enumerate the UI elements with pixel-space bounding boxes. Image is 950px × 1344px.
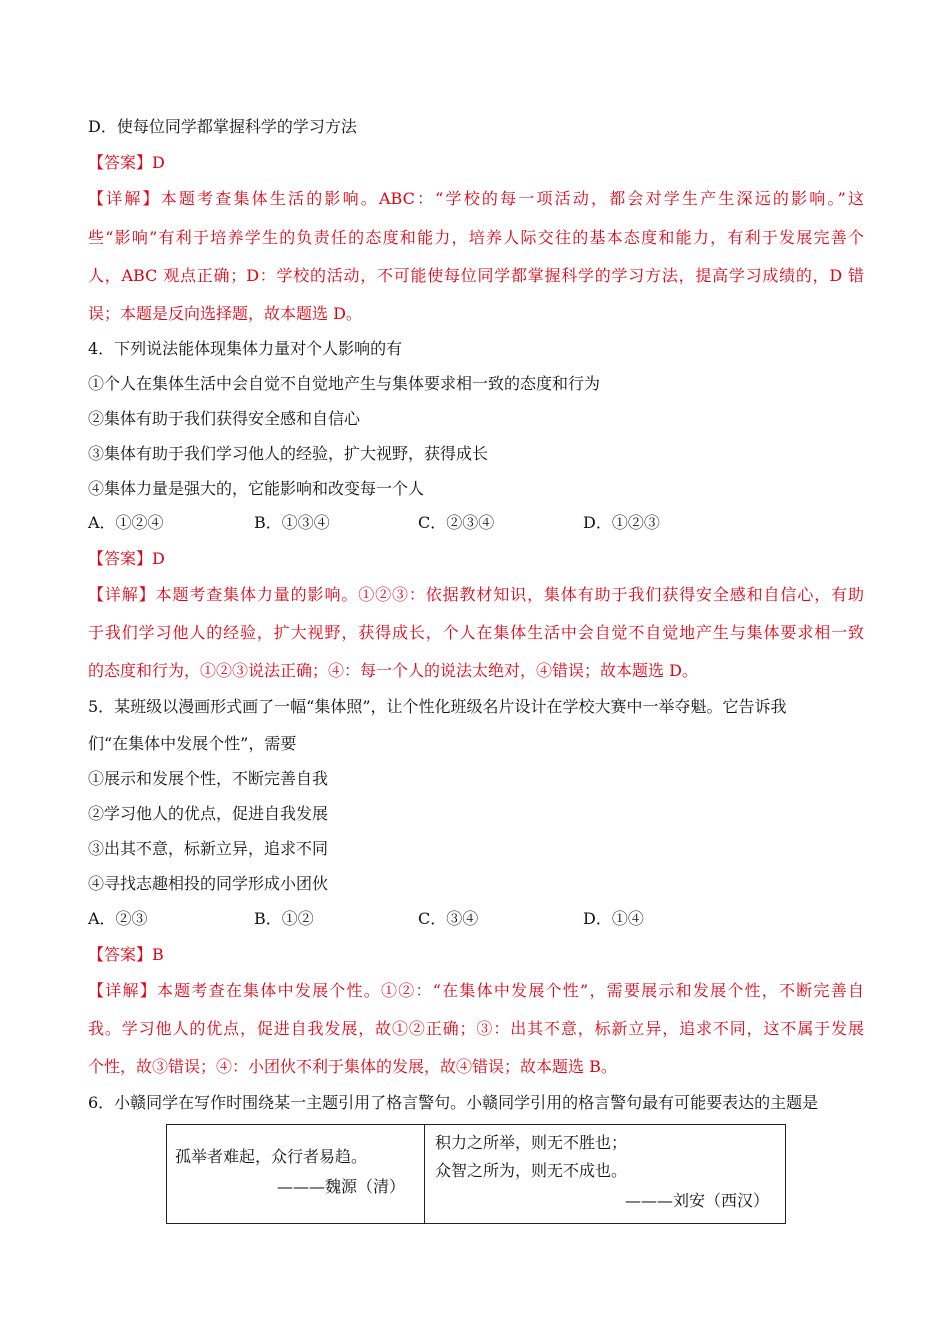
q5-item: ④寻找志趣相投的同学形成小团伙 [88,874,329,893]
quote-text: 积力之所举，则无不胜也； [435,1133,628,1152]
q3-answer: 【答案】D [88,153,165,172]
q4-option-c: C．②③④ [418,513,495,532]
quote-cell-left [167,1125,425,1224]
q4-item: ④集体力量是强大的，它能影响和改变每一个人 [88,479,425,498]
q5-detail-line: 我。学习他人的优点，促进自我发展，故①②正确；③：出其不意，标新立异，追求不同，这不属于发展 [88,1019,864,1038]
q5-detail-line: 个性，故③错误；④：小团伙不利于集体的发展，故④错误；故本题选 B。 [88,1057,617,1076]
q4-item: ②集体有助于我们获得安全感和自信心 [88,409,361,428]
q4-answer: 【答案】D [88,549,165,568]
quote-cell-right [425,1125,786,1224]
q5-option-d: D．①④ [583,909,644,928]
q5-option-b: B．①② [254,909,314,928]
q4-option-d: D．①②③ [583,513,660,532]
q3-option-d: D．使每位同学都掌握科学的学习方法 [88,117,357,136]
q4-detail-line: 于我们学习他人的经验，扩大视野，获得成长，个人在集体生活中会自觉不自觉地产生与集体要求相一致 [88,623,864,642]
q4-item: ③集体有助于我们学习他人的经验，扩大视野，获得成长 [88,444,489,463]
q5-option-a: A．②③ [88,909,148,928]
q4-stem: 4．下列说法能体现集体力量对个人影响的有 [88,339,403,358]
q3-detail-line: 些“影响”有利于培养学生的负责任的态度和能力，培养人际交往的基本态度和能力，有利于发展完善个 [88,228,864,247]
quote-source: ———魏源（清） [277,1177,406,1196]
quote-text: 孤举者难起，众行者易趋。 [175,1147,368,1166]
q4-detail-line: 的态度和行为，①②③说法正确；④：每一个人的说法太绝对，④错误；故本题选 D。 [88,661,698,680]
q3-detail-line: 【详解】本题考查集体生活的影响。ABC：“学校的每一项活动，都会对学生产生深远的影响。”这 [88,189,864,208]
q5-stem-line: 们“在集体中发展个性”，需要 [88,734,297,753]
q5-item: ②学习他人的优点，促进自我发展 [88,804,329,823]
q5-stem-line: 5．某班级以漫画形式画了一幅“集体照”，让个性化班级名片设计在学校大赛中一举夺魁。它告诉我 [88,697,787,716]
quote-text: 众智之所为，则无不成也。 [435,1161,628,1180]
q4-item: ①个人在集体生活中会自觉不自觉地产生与集体要求相一致的态度和行为 [88,374,601,393]
q3-detail-line: 误；本题是反向选择题，故本题选 D。 [88,304,362,323]
q5-detail-line: 【详解】本题考查在集体中发展个性。①②：“在集体中发展个性”，需要展示和发展个性，不断完善自 [88,981,864,1000]
q6-stem: 6．小赣同学在写作时围绕某一主题引用了格言警句。小赣同学引用的格言警句最有可能要表达的主题是 [88,1093,819,1112]
quote-source: ———刘安（西汉） [625,1191,770,1210]
quote-table [166,1124,786,1224]
q5-option-c: C．③④ [418,909,479,928]
q4-detail-line: 【详解】本题考查集体力量的影响。①②③：依据教材知识，集体有助于我们获得安全感和自信心，有助 [88,585,864,604]
q5-item: ③出其不意，标新立异，追求不同 [88,839,329,858]
q4-option-a: A．①②④ [88,513,164,532]
q5-item: ①展示和发展个性，不断完善自我 [88,769,329,788]
q3-detail-line: 人，ABC 观点正确；D：学校的活动，不可能使每位同学都掌握科学的学习方法，提高学习成绩的，D 错 [88,266,864,285]
q4-option-b: B．①③④ [254,513,330,532]
q5-answer: 【答案】B [88,945,164,964]
